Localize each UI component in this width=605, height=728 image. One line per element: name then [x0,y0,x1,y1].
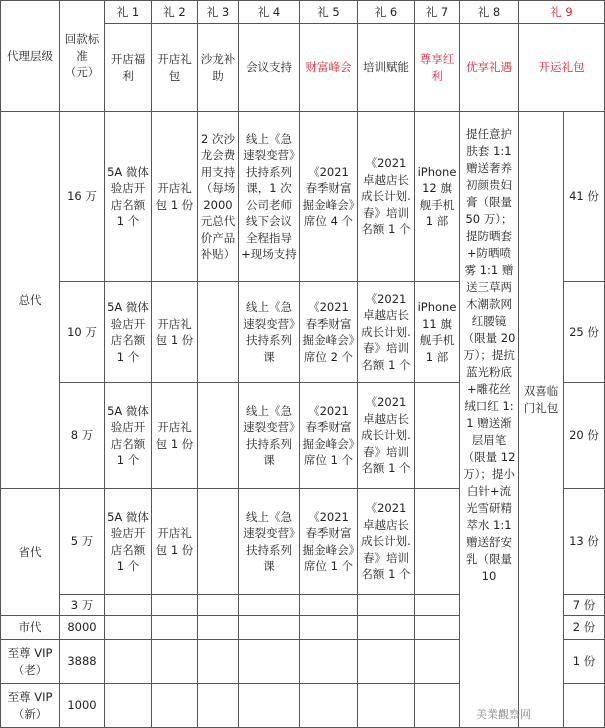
store-pack-cell: 开店礼包 1 份 [152,282,198,383]
empty-cell [198,640,239,684]
amount-cell: 5 万 [60,489,105,595]
header-gift-2: 礼 2 [152,0,198,24]
store-quota-cell: 5A 微体验店开店名额 1 个 [105,112,152,282]
header-gift-7: 礼 7 [415,0,460,24]
amount-cell: 8 万 [60,383,105,489]
empty-cell [300,684,358,728]
empty-cell [415,640,460,684]
gift9-count-cell: 25 份 [564,282,605,383]
amount-cell: 1000 [60,684,105,728]
empty-cell [152,595,198,616]
header-amount: 回款标准（元） [60,0,105,112]
header-gift-4: 礼 4 [239,0,300,24]
header-name-6: 培训赋能 [358,24,415,112]
store-pack-cell: 开店礼包 1 份 [152,112,198,282]
empty-cell [564,684,605,728]
store-pack-cell: 开店礼包 1 份 [152,383,198,489]
meeting-cell: 线上《急速裂变营》扶持系列课，1 次公司老师线下会议全程指导+现场支持 [239,112,300,282]
watermark: 美業觀察网 [476,708,531,721]
meeting-cell: 线上《急速裂变营》扶持系列课 [239,383,300,489]
empty-cell [358,684,415,728]
header-gift-5: 礼 5 [300,0,358,24]
iphone-cell: iPhone 11 旗舰手机 1 部 [415,282,460,383]
header-name-3: 沙龙补助 [198,24,239,112]
iphone-cell: iPhone 12 旗舰手机 1 部 [415,112,460,282]
gift9-count-cell: 7 份 [564,595,605,616]
amount-cell: 16 万 [60,112,105,282]
amount-cell: 8000 [60,616,105,640]
empty-cell [198,282,239,383]
empty-cell [239,640,300,684]
summit-cell: 《2021 春季财富掘金峰会》席位 4 个 [300,112,358,282]
level-shidai: 市代 [0,616,60,640]
empty-cell [239,595,300,616]
empty-cell [152,640,198,684]
header-name-4: 会议支持 [239,24,300,112]
header-gift-1: 礼 1 [105,0,152,24]
empty-cell [105,684,152,728]
empty-cell [239,616,300,640]
header-level: 代理层级 [0,0,60,112]
empty-cell [105,616,152,640]
store-quota-cell: 5A 微体验店开店名额 1 个 [105,383,152,489]
header-gift-3: 礼 3 [198,0,239,24]
empty-cell [300,595,358,616]
header-name-7: 尊享红利 [415,24,460,112]
level-vip-old: 至尊 VIP（老） [0,640,60,684]
header-gift-6: 礼 6 [358,0,415,24]
training-cell: 《2021 卓越店长成长计划.春》培训名额 1 个 [358,383,415,489]
store-pack-cell: 开店礼包 1 份 [152,489,198,595]
training-cell: 《2021 卓越店长成长计划.春》培训名额 1 个 [358,112,415,282]
header-name-5: 财富峰会 [300,24,358,112]
empty-cell [152,616,198,640]
empty-cell [198,595,239,616]
empty-cell [239,684,300,728]
empty-cell [415,616,460,640]
header-gift-9: 礼 9 [519,0,605,24]
gift9-label-cell: 双喜临门礼包 [519,112,564,728]
training-cell: 《2021 卓越店长成长计划.春》培训名额 1 个 [358,282,415,383]
store-quota-cell: 5A 微体验店开店名额 1 个 [105,489,152,595]
meeting-cell: 线上《急速裂变营》扶持系列课 [239,489,300,595]
meeting-cell: 线上《急速裂变营》扶持系列课 [239,282,300,383]
amount-cell: 3888 [60,640,105,684]
header-name-1: 开店福利 [105,24,152,112]
level-vip-new: 至尊 VIP（新） [0,684,60,728]
summit-cell: 《2021 春季财富掘金峰会》席位 1 个 [300,383,358,489]
salon-cell: 2 次沙龙会费用支持（每场 2000 元总代价产品补贴） [198,112,239,282]
amount-cell: 3 万 [60,595,105,616]
gift9-count-cell: 41 份 [564,112,605,282]
empty-cell [415,489,460,595]
level-shengdai: 省代 [0,489,60,616]
header-name-8: 优享礼遇 [460,24,519,112]
gift9-count-cell: 20 份 [564,383,605,489]
empty-cell [358,595,415,616]
empty-cell [198,383,239,489]
header-gift-8: 礼 8 [460,0,519,24]
empty-cell [198,489,239,595]
empty-cell [415,684,460,728]
empty-cell [358,640,415,684]
summit-cell: 《2021 春季财富掘金峰会》席位 1 个 [300,489,358,595]
empty-cell [358,616,415,640]
gift9-count-cell: 13 份 [564,489,605,595]
gift9-count-cell: 2 份 [564,616,605,640]
gift9-count-cell: 1 份 [564,640,605,684]
empty-cell [300,640,358,684]
training-cell: 《2021 卓越店长成长计划.春》培训名额 1 个 [358,489,415,595]
empty-cell [105,640,152,684]
empty-cell [198,616,239,640]
store-quota-cell: 5A 微体验店开店名额 1 个 [105,282,152,383]
empty-cell [300,616,358,640]
summit-cell: 《2021 春季财富掘金峰会》席位 2 个 [300,282,358,383]
empty-cell [105,595,152,616]
level-zongdai: 总代 [0,112,60,489]
empty-cell [415,383,460,489]
header-name-9: 开运礼包 [519,24,605,112]
header-name-2: 开店礼包 [152,24,198,112]
empty-cell [198,684,239,728]
gift8-offer-cell: 提任意护肤套 1:1 赠送奢养初颜贵妇膏（限量 50 万）；提防晒套+防晒喷雾 1:1 赠送三草两木潮款网红腰镜（限量 20 万）；提抗蓝光粉底+雕花丝绒口红 1:1 赠送渐层眉笔（限量 12 万）；提小白针+流光雪研精萃水 1:1 赠送舒安乳（限量 10 [460,112,519,728]
empty-cell [415,595,460,616]
amount-cell: 10 万 [60,282,105,383]
empty-cell [152,684,198,728]
